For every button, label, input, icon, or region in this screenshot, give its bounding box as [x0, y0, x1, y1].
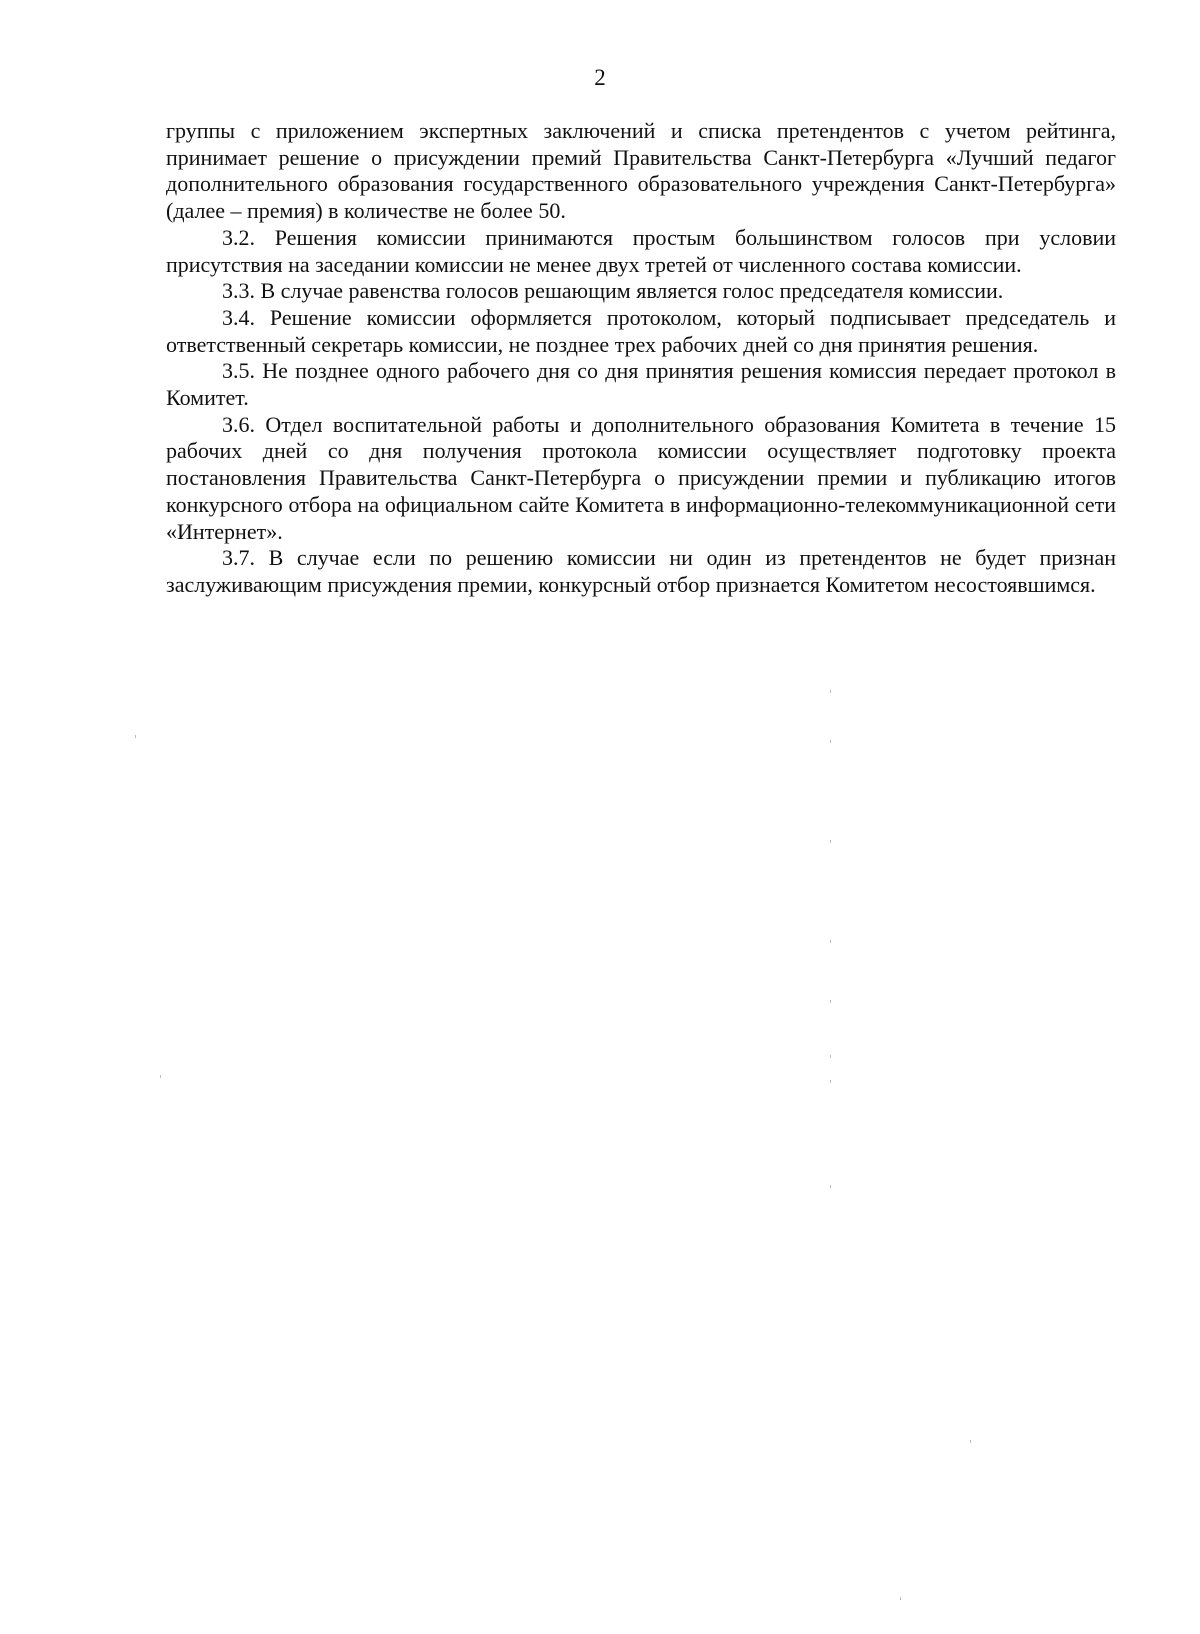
scan-speck — [830, 1185, 831, 1188]
page-number: 2 — [594, 65, 606, 90]
scan-speck — [160, 1075, 161, 1078]
scan-speck — [900, 1597, 901, 1600]
scan-speck — [135, 735, 136, 738]
paragraph-continuation: группы с приложением экспертных заключений и списка претендентов с учетом рейтинга, принимает решение о присуждении премий Правительства Санкт-Петербурга «Лучший педагог дополнительного образования государственного образовательного учреждения Санкт-Петербурга» (далее – премия) в количестве не более 50. — [166, 118, 1116, 224]
scan-speck — [970, 1440, 971, 1443]
scan-speck — [830, 840, 831, 843]
scan-speck — [830, 740, 831, 743]
paragraph-3-4: 3.4. Решение комиссии оформляется протоколом, который подписывает председатель и ответственный секретарь комиссии, не позднее трех рабочих дней со дня принятия решения. — [166, 304, 1116, 357]
paragraph-3-6: 3.6. Отдел воспитательной работы и дополнительного образования Комитета в течение 15 рабочих дней со дня получения протокола комиссии осуществляет подготовку проекта постановления Правительства Санкт-Петербурга о присуждении премии и публикацию итогов конкурсного отбора на официальном сайте Комитета в информационно-телекоммуникационной сети «Интернет». — [166, 411, 1116, 544]
scan-speck — [830, 940, 831, 943]
paragraph-3-3: 3.3. В случае равенства голосов решающим является голос председателя комиссии. — [222, 278, 1004, 304]
paragraph-3-5: 3.5. Не позднее одного рабочего дня со дня принятия решения комиссия передает протокол в Комитет. — [166, 358, 1116, 411]
document-body — [166, 118, 1116, 599]
scan-speck — [830, 1000, 831, 1003]
paragraph-3-7: 3.7. В случае если по решению комиссии ни один из претендентов не будет признан заслуживающим присуждения премии, конкурсный отбор признается Комитетом несостоявшимся. — [166, 545, 1116, 597]
scan-speck — [830, 1080, 831, 1083]
scan-speck — [830, 1055, 831, 1058]
scan-speck — [830, 690, 831, 693]
paragraph-3-2: 3.2. Решения комиссии принимаются простым большинством голосов при условии присутствия на заседании комиссии не менее двух третей от численного состава комиссии. — [166, 224, 1116, 277]
